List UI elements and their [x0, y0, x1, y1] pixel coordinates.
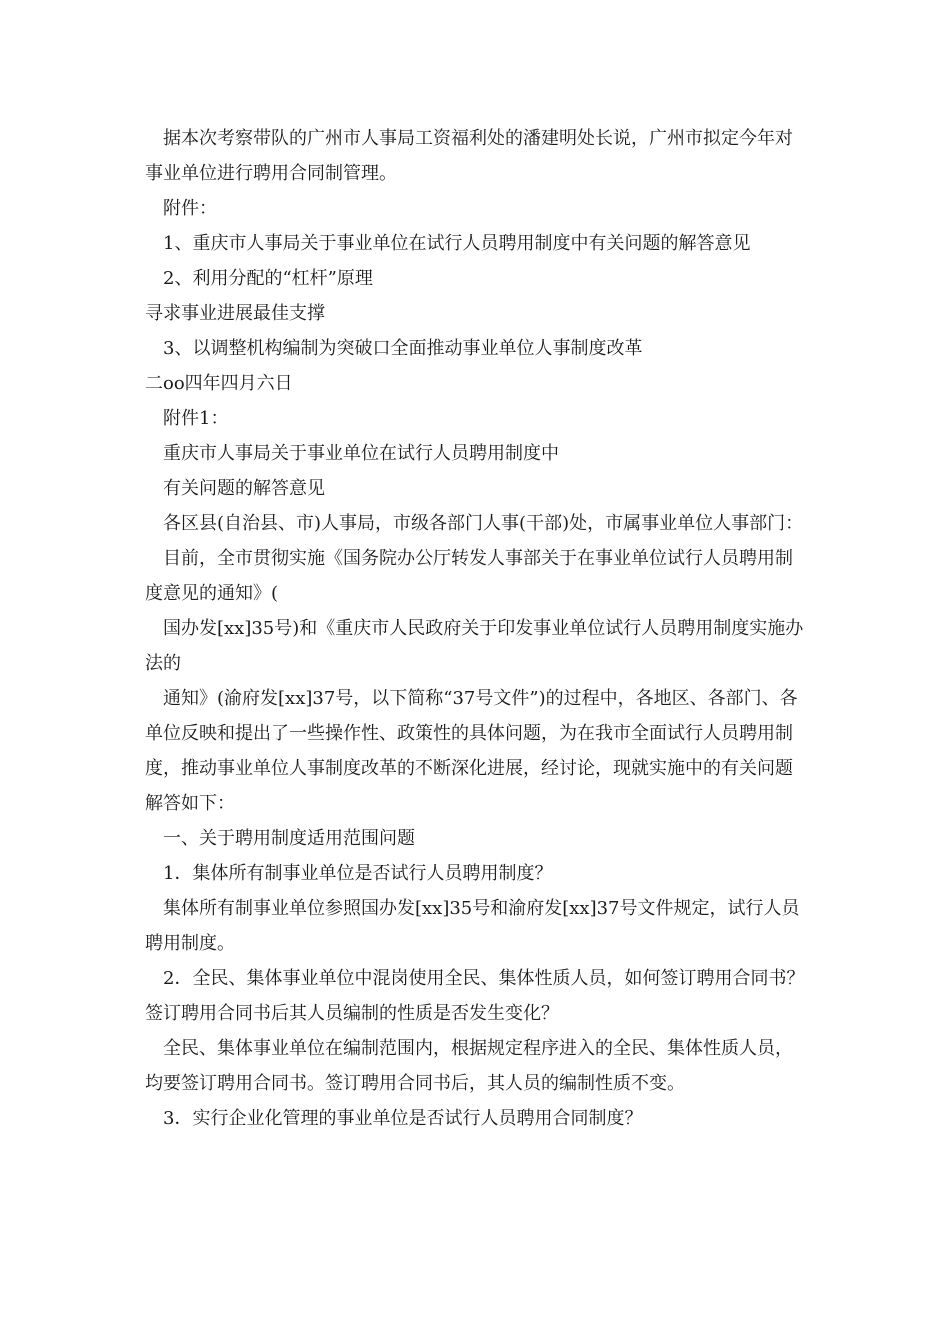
paragraph: 附件1： [163, 408, 229, 429]
paragraph: 2．全民、集体事业单位中混岗使用全民、集体性质人员，如何签订聘用合同书？签订聘用合同书后其人员编制的性质是否发生变化？ [145, 968, 805, 1024]
paragraph: 目前，全市贯彻实施《国务院办公厅转发人事部关于在事业单位试行人员聘用制度意见的通知》( [145, 548, 793, 604]
paragraph: 全民、集体事业单位在编制范围内，根据规定程序进入的全民、集体性质人员，均要签订聘用合同书。签订聘用合同书后，其人员的编制性质不变。 [145, 1038, 793, 1094]
paragraph: 通知》(渝府发[xx]37号，以下简称“37号文件”)的过程中，各地区、各部门、各单位反映和提出了一些操作性、政策性的具体问题，为在我市全面试行人员聘用制度，推动事业单位人事制度改革的不断深化进展，经讨论，现就实施中的有关问题解答如下： [145, 688, 798, 814]
paragraph: 据本次考察带队的广州市人事局工资福利处的潘建明处长说，广州市拟定今年对事业单位进行聘用合同制管理。 [145, 128, 793, 184]
paragraph: 一、关于聘用制度适用范围问题 [163, 828, 415, 849]
paragraph: 集体所有制事业单位参照国办发[xx]35号和渝府发[xx]37号文件规定，试行人员聘用制度。 [145, 898, 800, 954]
paragraph: 有关问题的解答意见 [163, 478, 325, 499]
paragraph: 3、以调整机构编制为突破口全面推动事业单位人事制度改革 [163, 338, 643, 359]
paragraph: 2、利用分配的“杠杆”原理 [163, 268, 373, 289]
paragraph: 寻求事业进展最佳支撑 [145, 303, 325, 324]
paragraph: 重庆市人事局关于事业单位在试行人员聘用制度中 [163, 443, 559, 464]
paragraph: 1、重庆市人事局关于事业单位在试行人员聘用制度中有关问题的解答意见 [163, 233, 751, 254]
paragraph: 附件： [163, 198, 217, 219]
paragraph: 3．实行企业化管理的事业单位是否试行人员聘用合同制度？ [163, 1108, 643, 1129]
paragraph: 各区县(自治县、市)人事局，市级各部门人事(干部)处，市属事业单位人事部门： [163, 513, 804, 534]
paragraph: 1．集体所有制事业单位是否试行人员聘用制度？ [163, 863, 553, 884]
paragraph: 二oo四年四月六日 [145, 373, 293, 394]
paragraph: 国办发[xx]35号)和《重庆市人民政府关于印发事业单位试行人员聘用制度实施办法的 [145, 618, 804, 674]
document-body [145, 121, 810, 1136]
